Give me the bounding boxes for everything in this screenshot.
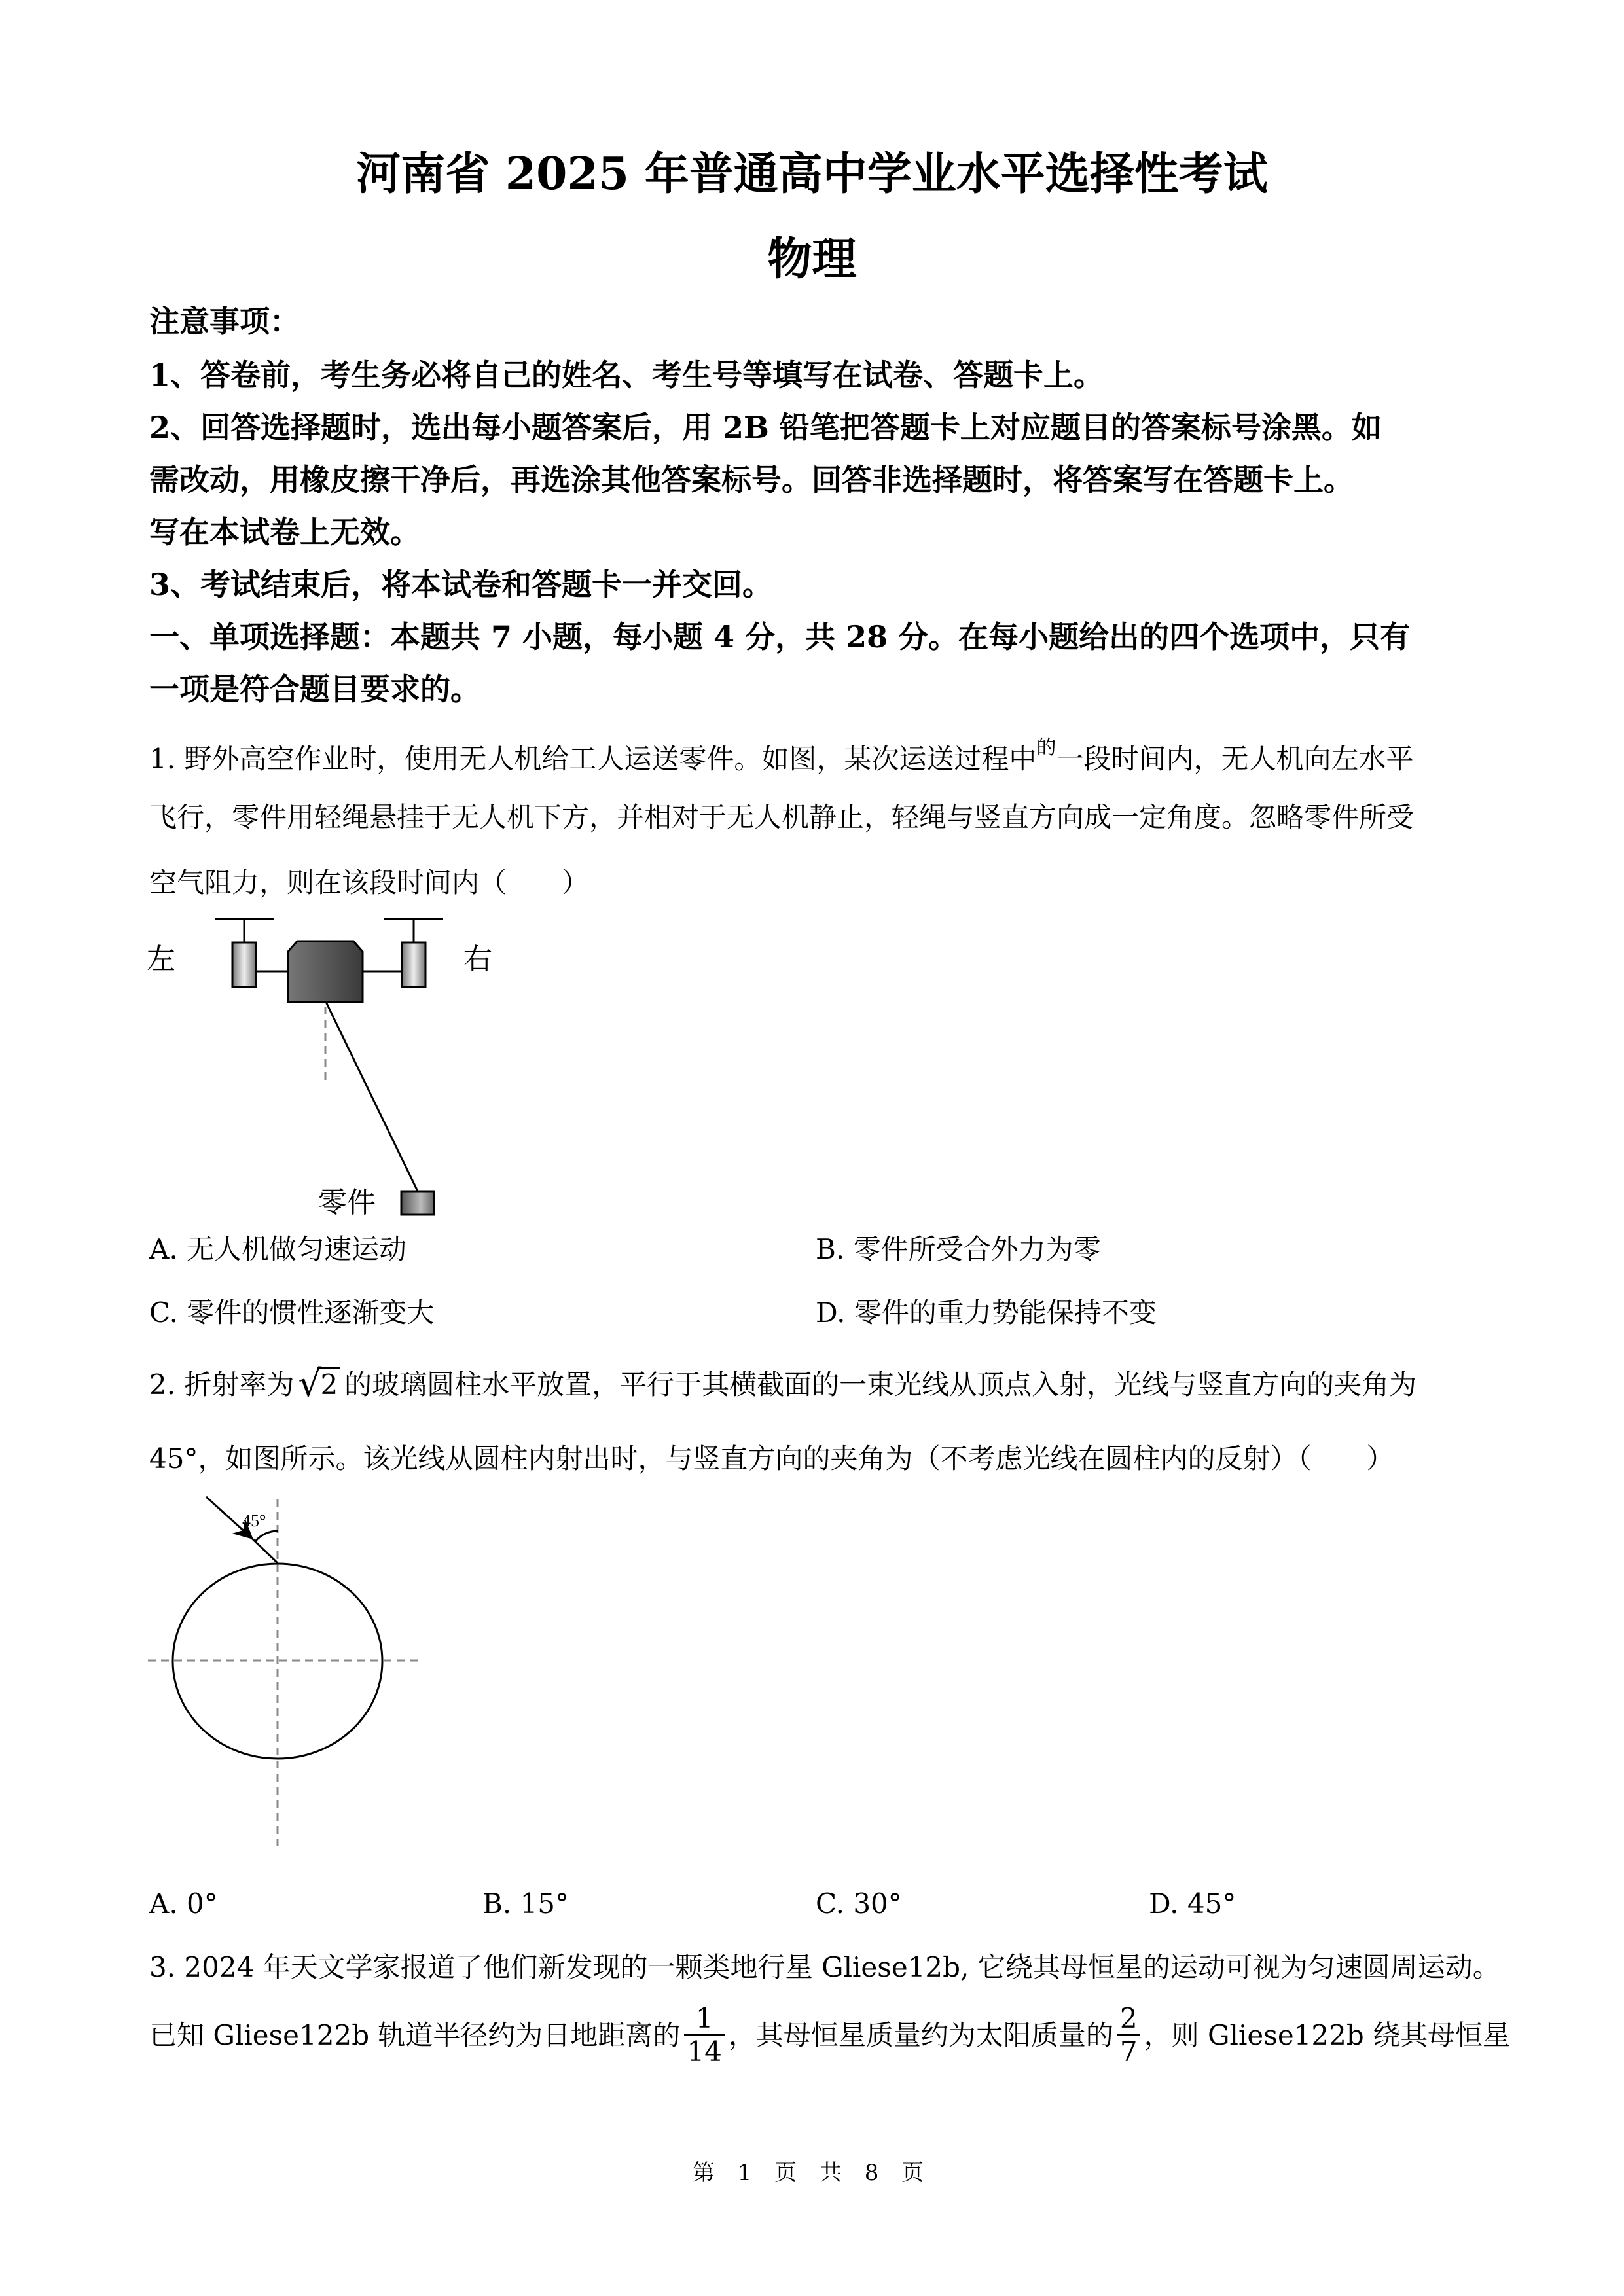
fraction-numerator: 2 <box>1117 2003 1140 2036</box>
left-motor <box>232 942 256 987</box>
cylinder-figure <box>131 1466 524 1885</box>
notice-item-2-end: 写在本试卷上无效。 <box>149 514 420 550</box>
label-left: 左 <box>147 942 175 976</box>
fraction-denominator: 7 <box>1119 2036 1138 2068</box>
q2-line-2: 45°，如图所示。该光线从圆柱内射出时，与竖直方向的夹角为（不考虑光线在圆柱内的反射）（ ） <box>149 1443 1394 1475</box>
q1-line-2: 飞行，零件用轻绳悬挂于无人机下方，并相对于无人机静止，轻绳与竖直方向成一定角度。忽略零件所受 <box>149 801 1415 833</box>
q1-option-c[interactable]: C. 零件的惯性逐渐变大 <box>149 1297 435 1329</box>
sqrt-argument: 2 <box>317 1367 340 1401</box>
incident-ray-arrow <box>206 1497 247 1534</box>
q3-line-1: 3. 2024 年天文学家报道了他们新发现的一颗类地行星 Gliese12b, 它绕其母恒星的运动可视为匀速圆周运动。 <box>149 1951 1500 1983</box>
notice-heading: 注意事项： <box>149 304 300 339</box>
q1-option-a[interactable]: A. 无人机做匀速运动 <box>149 1233 407 1265</box>
q1-option-b[interactable]: B. 零件所受合外力为零 <box>816 1233 1101 1265</box>
q2-option-a[interactable]: A. 0° <box>149 1888 218 1920</box>
q3-text-b: ，其母恒星质量约为太阳质量的 <box>728 2018 1113 2051</box>
q1-text-b: 一段时间内，无人机向左水平 <box>1056 743 1414 775</box>
q3-text-a: 已知 Gliese122b 轨道半径约为日地距离的 <box>149 2018 681 2051</box>
q1-line-3: 空气阻力，则在该段时间内（ ） <box>149 867 590 899</box>
sqrt-expression <box>298 1363 340 1405</box>
q2-text-a: 2. 折射率为 <box>149 1369 295 1401</box>
q2-line-1 <box>149 1363 1417 1405</box>
q2-option-b[interactable]: B. 15° <box>482 1888 569 1920</box>
notice-item-3: 3、考试结束后，将本试卷和答题卡一并交回。 <box>149 567 773 602</box>
q1-option-d[interactable]: D. 零件的重力势能保持不变 <box>816 1297 1157 1329</box>
fraction-mass <box>1117 2003 1140 2068</box>
angle-arc <box>255 1531 278 1541</box>
q2-text-b: 的玻璃圆柱水平放置，平行于其横截面的一束光线从顶点入射，光线与竖直方向的夹角为 <box>344 1369 1417 1401</box>
section-heading: 一、单项选择题：本题共 7 小题，每小题 4 分，共 28 分。在每小题给出的四个选项中，只有 <box>149 619 1411 655</box>
fraction-denominator: 14 <box>687 2036 722 2068</box>
part-block <box>401 1191 434 1215</box>
q2-option-c[interactable]: C. 30° <box>816 1888 902 1920</box>
fraction-numerator: 1 <box>684 2003 724 2036</box>
q3-line-2 <box>149 2003 1510 2068</box>
drone-figure <box>131 903 589 1217</box>
right-motor <box>402 942 425 987</box>
label-right: 右 <box>463 942 492 976</box>
fraction-radius <box>684 2003 724 2068</box>
q2-option-d[interactable]: D. 45° <box>1149 1888 1236 1920</box>
notice-item-2: 2、回答选择题时，选出每小题答案后，用 2B 铅笔把答题卡上对应题目的答案标号涂黑。如 <box>149 410 1382 445</box>
incident-ray <box>246 1533 278 1563</box>
rope <box>326 1002 418 1191</box>
q1-text-sup: 的 <box>1036 736 1056 759</box>
page-footer: 第 1 页 共 8 页 <box>692 2160 932 2186</box>
exam-title: 河南省 2025 年普通高中学业水平选择性考试 <box>356 148 1268 200</box>
q3-text-c: ，则 Gliese122b 绕其母恒星 <box>1144 2018 1511 2051</box>
angle-label: 45° <box>242 1511 266 1530</box>
q1-text-a: 1. 野外高空作业时，使用无人机给工人运送零件。如图，某次运送过程中 <box>149 743 1037 775</box>
radical-sign-icon: √ <box>298 1363 322 1405</box>
label-part: 零件 <box>318 1186 376 1217</box>
q1-line-1 <box>149 738 1413 773</box>
subject-title: 物理 <box>767 233 857 285</box>
section-heading-cont: 一项是符合题目要求的。 <box>149 672 480 707</box>
notice-item-1: 1、答卷前，考生务必将自己的姓名、考生号等填写在试卷、答题卡上。 <box>149 357 1104 393</box>
drone-body <box>288 941 363 1002</box>
notice-item-2-cont: 需改动，用橡皮擦干净后，再选涂其他答案标号。回答非选择题时，将答案写在答题卡上。 <box>149 462 1354 497</box>
